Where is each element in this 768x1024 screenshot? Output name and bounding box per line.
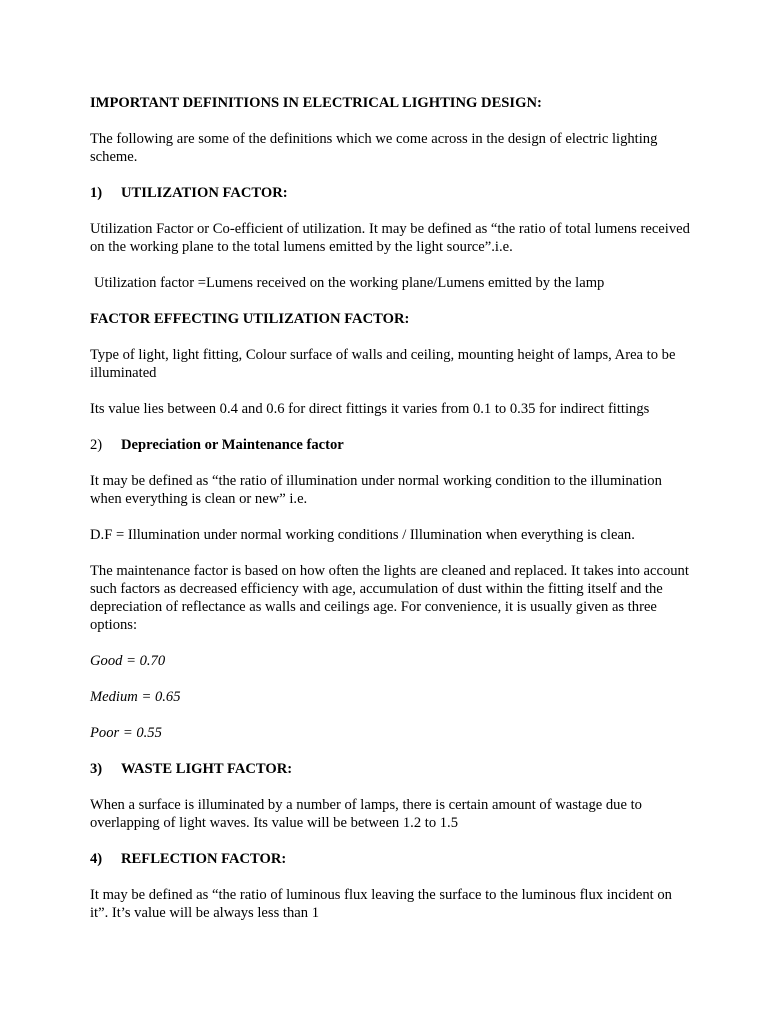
section-3-number: 3)	[90, 761, 103, 777]
section-1-formula: Utilization factor =Lumens received on the working plane/Lumens emitted by the lamp	[94, 275, 605, 291]
maintenance-good: Good = 0.70	[90, 653, 166, 669]
section-2-explanation: The maintenance factor is based on how often the lights are cleaned and replaced. It takes into account such factors as decreased efficiency with age, accumulation of dust within the fitting itself and the depreciation of reflectance as walls and ceilings age. For convenience, it is usually given as three options:	[90, 563, 689, 633]
maintenance-medium: Medium = 0.65	[90, 689, 181, 705]
section-2-heading	[90, 436, 690, 454]
section-3-definition: When a surface is illuminated by a number of lamps, there is certain amount of wastage due to overlapping of light waves. Its value will be between 1.2 to 1.5	[90, 797, 642, 831]
section-1-definition: Utilization Factor or Co-efficient of utilization. It may be defined as “the ratio of total lumens received on the working plane to the total lumens emitted by the light source”.i.e.	[90, 221, 690, 255]
factors-value: Its value lies between 0.4 and 0.6 for direct fittings it varies from 0.1 to 0.35 for indirect fittings	[90, 401, 650, 417]
document-title: IMPORTANT DEFINITIONS IN ELECTRICAL LIGHTING DESIGN:	[90, 95, 542, 111]
section-4-title: REFLECTION FACTOR:	[121, 851, 287, 867]
section-2-number: 2)	[90, 437, 103, 453]
section-2-formula: D.F = Illumination under normal working conditions / Illumination when everything is clean.	[90, 527, 635, 543]
section-1-heading	[90, 184, 690, 202]
factors-heading: FACTOR EFFECTING UTILIZATION FACTOR:	[90, 311, 410, 327]
section-3-heading	[90, 760, 690, 778]
section-4-definition: It may be defined as “the ratio of luminous flux leaving the surface to the luminous flux incident on it”. It’s value will be always less than 1	[90, 887, 672, 921]
section-1-number: 1)	[90, 185, 103, 201]
section-4-heading	[90, 850, 690, 868]
document-page	[90, 94, 690, 940]
section-1-title: UTILIZATION FACTOR:	[121, 185, 288, 201]
section-2-definition: It may be defined as “the ratio of illumination under normal working condition to the illumination when everything is clean or new” i.e.	[90, 473, 662, 507]
section-3-title: WASTE LIGHT FACTOR:	[121, 761, 293, 777]
section-4-number: 4)	[90, 851, 103, 867]
maintenance-poor: Poor = 0.55	[90, 725, 162, 741]
factors-list: Type of light, light fitting, Colour surface of walls and ceiling, mounting height of lamps, Area to be illuminated	[90, 347, 676, 381]
section-2-title: Depreciation or Maintenance factor	[121, 437, 344, 453]
intro-paragraph: The following are some of the definitions which we come across in the design of electric lighting scheme.	[90, 131, 658, 165]
